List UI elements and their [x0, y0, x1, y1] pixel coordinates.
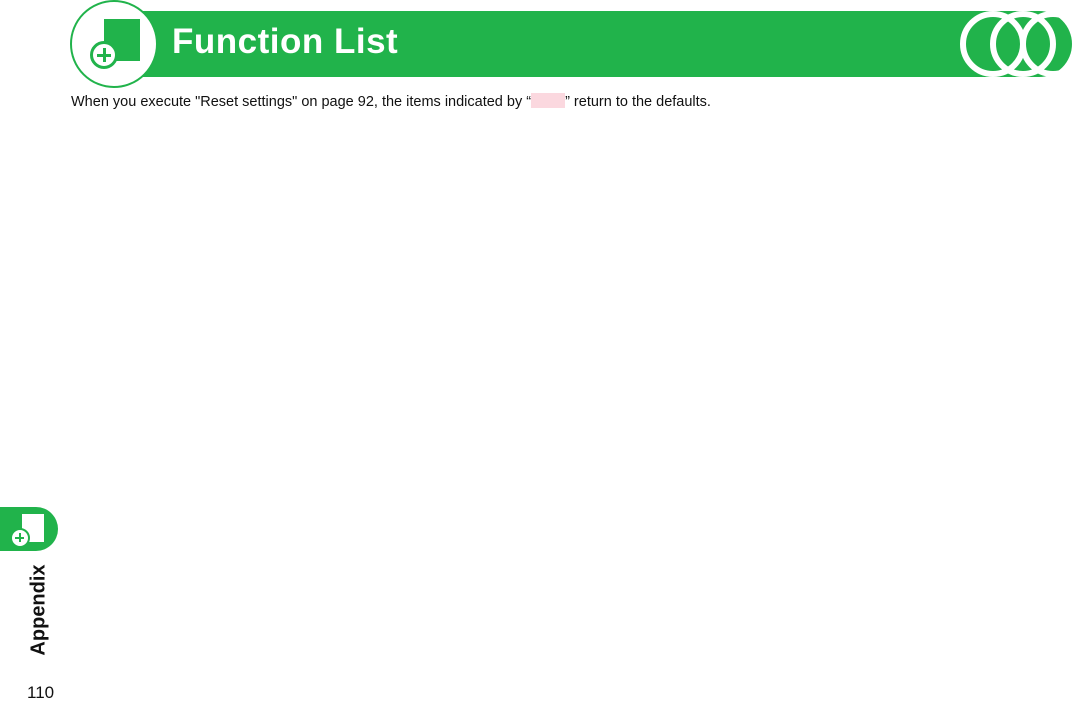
section-label-text: Appendix — [27, 563, 50, 656]
intro-text — [71, 93, 711, 110]
intro-before: When you execute "Reset settings" on page 92, the items indicated by “ — [71, 94, 532, 110]
plus-icon — [10, 528, 30, 548]
intro-after: ” return to the defaults. — [565, 94, 711, 110]
page-title: Function List — [172, 22, 399, 61]
plus-icon — [90, 41, 118, 69]
page-number: 110 — [27, 683, 55, 702]
highlight-swatch — [531, 93, 565, 108]
section-label — [24, 562, 54, 657]
